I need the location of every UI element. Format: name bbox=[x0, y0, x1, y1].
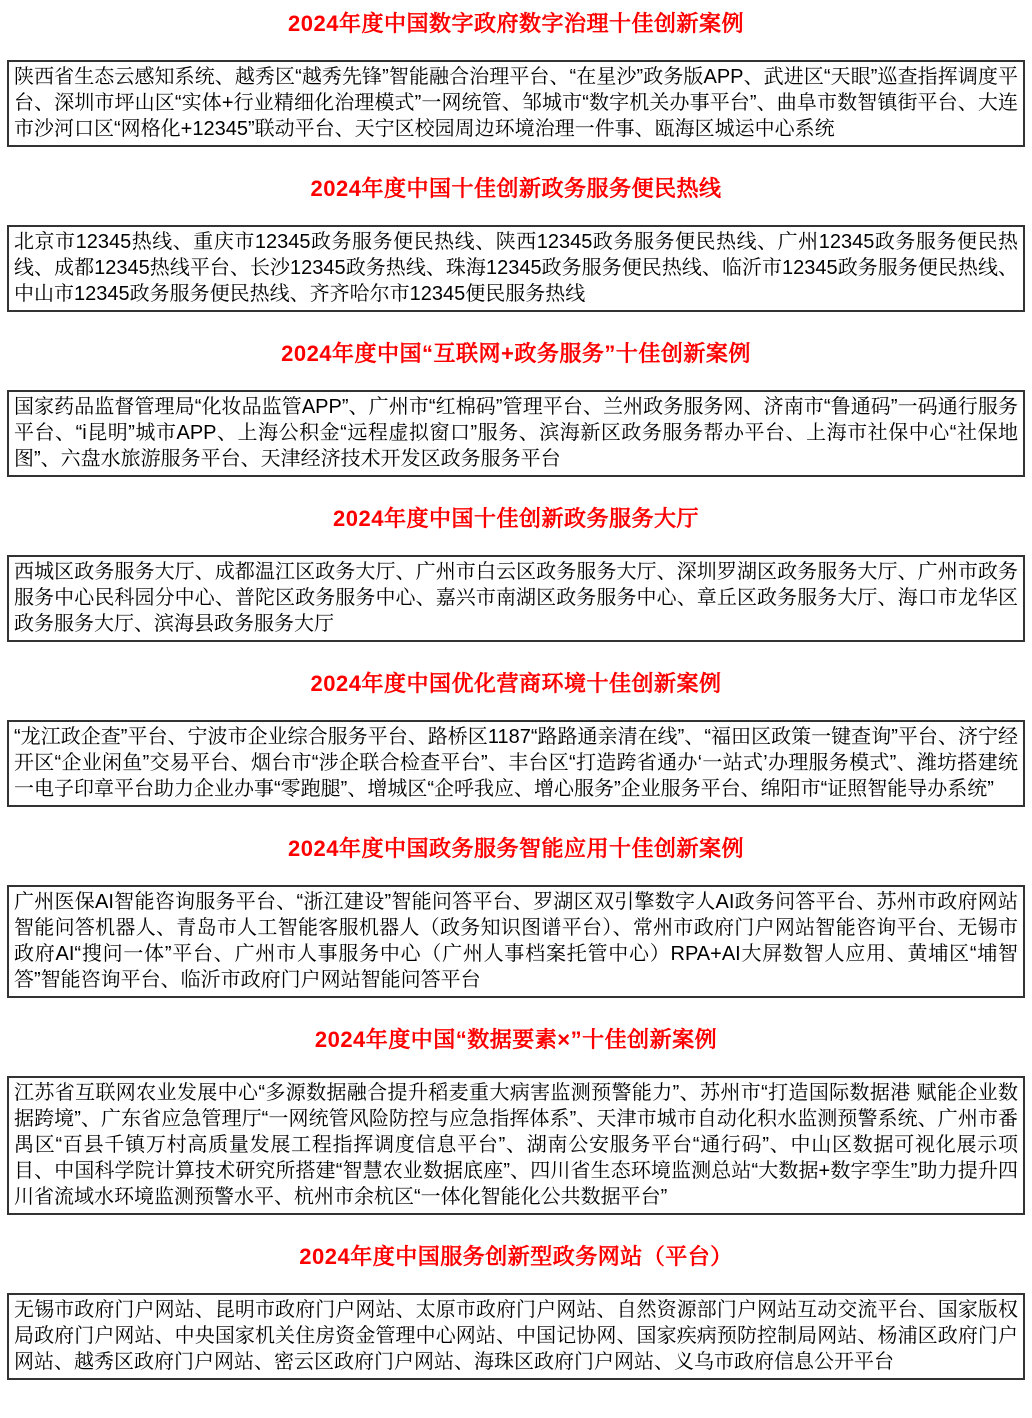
section-data-elements bbox=[7, 1028, 1025, 1215]
section-winner-list: 陕西省生态云感知系统、越秀区“越秀先锋”智能融合治理平台、“在星沙”政务版APP、武进区“天眼”巡查指挥调度平台、深圳市坪山区“实体+行业精细化治理模式”一网统管、邹城市“数字机关办事平台”、曲阜市数智镇街平台、大连市沙河口区“网格化+12345”联动平台、天宁区校园周边环境治理一件事、瓯海区城运中心系统 bbox=[7, 60, 1025, 147]
section-title: 2024年度中国优化营商环境十佳创新案例 bbox=[310, 671, 722, 696]
award-list-document bbox=[0, 12, 1032, 1388]
section-digital-governance bbox=[7, 12, 1025, 147]
section-title: 2024年度中国十佳创新政务服务便民热线 bbox=[310, 176, 722, 201]
section-winner-list: 无锡市政府门户网站、昆明市政府门户网站、太原市政府门户网站、自然资源部门户网站互动交流平台、国家版权局政府门户网站、中央国家机关住房资金管理中心网站、中国记协网、国家疾病预防控制局网站、杨浦区政府门户网站、越秀区政府门户网站、密云区政府门户网站、海珠区政府门户网站、义乌市政府信息公开平台 bbox=[7, 1293, 1025, 1380]
section-business-environment bbox=[7, 672, 1025, 807]
section-internet-plus-services bbox=[7, 342, 1025, 477]
section-winner-list: 广州医保AI智能咨询服务平台、“浙江建设”智能问答平台、罗湖区双引擎数字人AI政务问答平台、苏州市政府网站智能问答机器人、青岛市人工智能客服机器人（政务知识图谱平台）、常州市政府门户网站智能咨询平台、无锡市政府AI“搜问一体”平台、广州市人事服务中心（广州人事档案托管中心）RPA+AI大屏数智人应用、黄埔区“埔智答”智能咨询平台、临沂市政府门户网站智能问答平台 bbox=[7, 885, 1025, 998]
section-title: 2024年度中国“互联网+政务服务”十佳创新案例 bbox=[281, 341, 751, 366]
section-service-halls bbox=[7, 507, 1025, 642]
section-title: 2024年度中国政务服务智能应用十佳创新案例 bbox=[288, 836, 744, 861]
section-government-websites bbox=[7, 1245, 1025, 1380]
section-winner-list: “龙江政企查”平台、宁波市企业综合服务平台、路桥区1187“路路通亲清在线”、“福田区政策一键查询”平台、济宁经开区“企业闲鱼”交易平台、烟台市“涉企联合检查平台”、丰台区“打造跨省通办‘一站式’办理服务模式”、潍坊搭建统一电子印章平台助力企业办事“零跑腿”、增城区“企呼我应、增心服务”企业服务平台、绵阳市“证照智能导办系统” bbox=[7, 720, 1025, 807]
section-smart-applications bbox=[7, 837, 1025, 998]
section-winner-list: 西城区政务服务大厅、成都温江区政务大厅、广州市白云区政务服务大厅、深圳罗湖区政务服务大厅、广州市政务服务中心民科园分中心、普陀区政务服务中心、嘉兴市南湖区政务服务中心、章丘区政务服务大厅、海口市龙华区政务服务大厅、滨海县政务服务大厅 bbox=[7, 555, 1025, 642]
section-winner-list: 国家药品监督管理局“化妆品监管APP”、广州市“红棉码”管理平台、兰州政务服务网、济南市“鲁通码”一码通行服务平台、“i昆明”城市APP、上海公积金“远程虚拟窗口”服务、滨海新区政务服务帮办平台、上海市社保中心“社保地图”、六盘水旅游服务平台、天津经济技术开发区政务服务平台 bbox=[7, 390, 1025, 477]
section-winner-list: 江苏省互联网农业发展中心“多源数据融合提升稻麦重大病害监测预警能力”、苏州市“打造国际数据港 赋能企业数据跨境”、广东省应急管理厅“一网统管风险防控与应急指挥体系”、天津市城市自动化积水监测预警系统、广州市番禺区“百县千镇万村高质量发展工程指挥调度信息平台”、湖南公安服务平台“通行码”、中山区数据可视化展示项目、中国科学院计算技术研究所搭建“智慧农业数据底座”、四川省生态环境监测总站“大数据+数字孪生”助力提升四川省流域水环境监测预警水平、杭州市余杭区“一体化智能化公共数据平台” bbox=[7, 1076, 1025, 1215]
section-hotlines bbox=[7, 177, 1025, 312]
section-winner-list: 北京市12345热线、重庆市12345政务服务便民热线、陕西12345政务服务便民热线、广州12345政务服务便民热线、成都12345热线平台、长沙12345政务热线、珠海12345政务服务便民热线、临沂市12345政务服务便民热线、中山市12345政务服务便民热线、齐齐哈尔市12345便民服务热线 bbox=[7, 225, 1025, 312]
section-title: 2024年度中国十佳创新政务服务大厅 bbox=[333, 506, 699, 531]
section-title: 2024年度中国数字政府数字治理十佳创新案例 bbox=[288, 11, 744, 36]
section-title: 2024年度中国服务创新型政务网站（平台） bbox=[299, 1244, 733, 1269]
section-title: 2024年度中国“数据要素×”十佳创新案例 bbox=[314, 1027, 718, 1052]
